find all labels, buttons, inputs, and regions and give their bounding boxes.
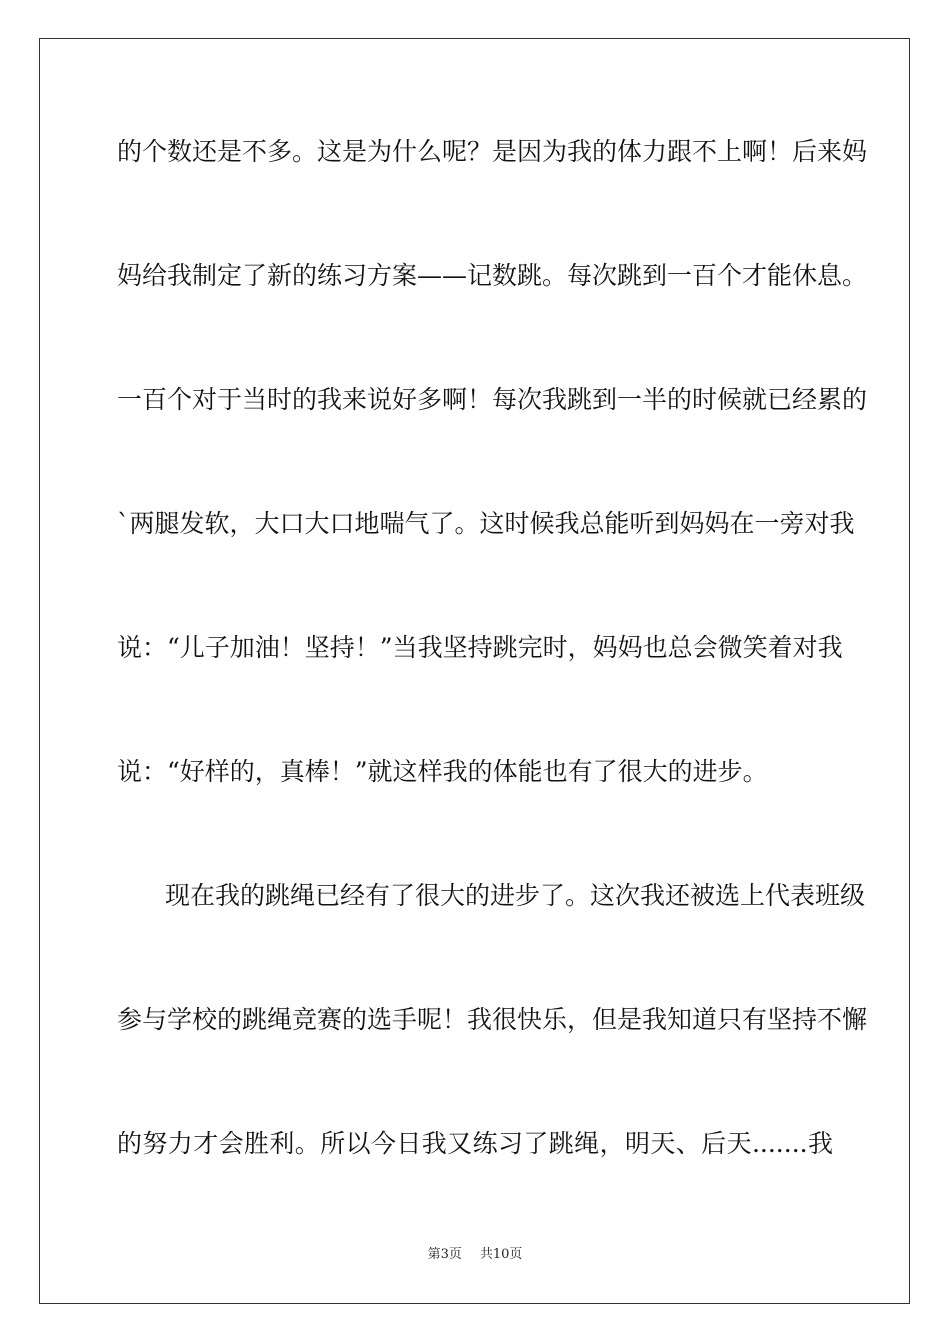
page-total: 共10页 <box>479 1247 523 1262</box>
text-line: 参与学校的跳绳竞赛的选手呢！我很快乐，但是我知道只有坚持不懈 <box>117 1005 868 1034</box>
text-line: `两腿发软，大口大口地喘气了。这时候我总能听到妈妈在一旁对我 <box>117 509 855 538</box>
page-footer <box>0 1246 950 1264</box>
text-line: 的个数还是不多。这是为什么呢？是因为我的体力跟不上啊！后来妈 <box>117 137 868 166</box>
text-line: 妈给我制定了新的练习方案——记数跳。每次跳到一百个才能休息。 <box>117 261 868 290</box>
text-line: 的努力才会胜利。所以今日我又练习了跳绳，明天、后天.......我 <box>117 1129 833 1158</box>
text-line: 一百个对于当时的我来说好多啊！每次我跳到一半的时候就已经累的 <box>117 385 868 414</box>
page-frame <box>39 38 910 1304</box>
text-line: 说：“儿子加油！坚持！”当我坚持跳完时，妈妈也总会微笑着对我 <box>117 633 843 662</box>
paragraph-first-line: 现在我的跳绳已经有了很大的进步了。这次我还被选上代表班级 <box>165 881 866 910</box>
text-line: 说：“好样的，真棒！”就这样我的体能也有了很大的进步。 <box>117 757 768 786</box>
page-number: 第3页 <box>427 1247 462 1262</box>
